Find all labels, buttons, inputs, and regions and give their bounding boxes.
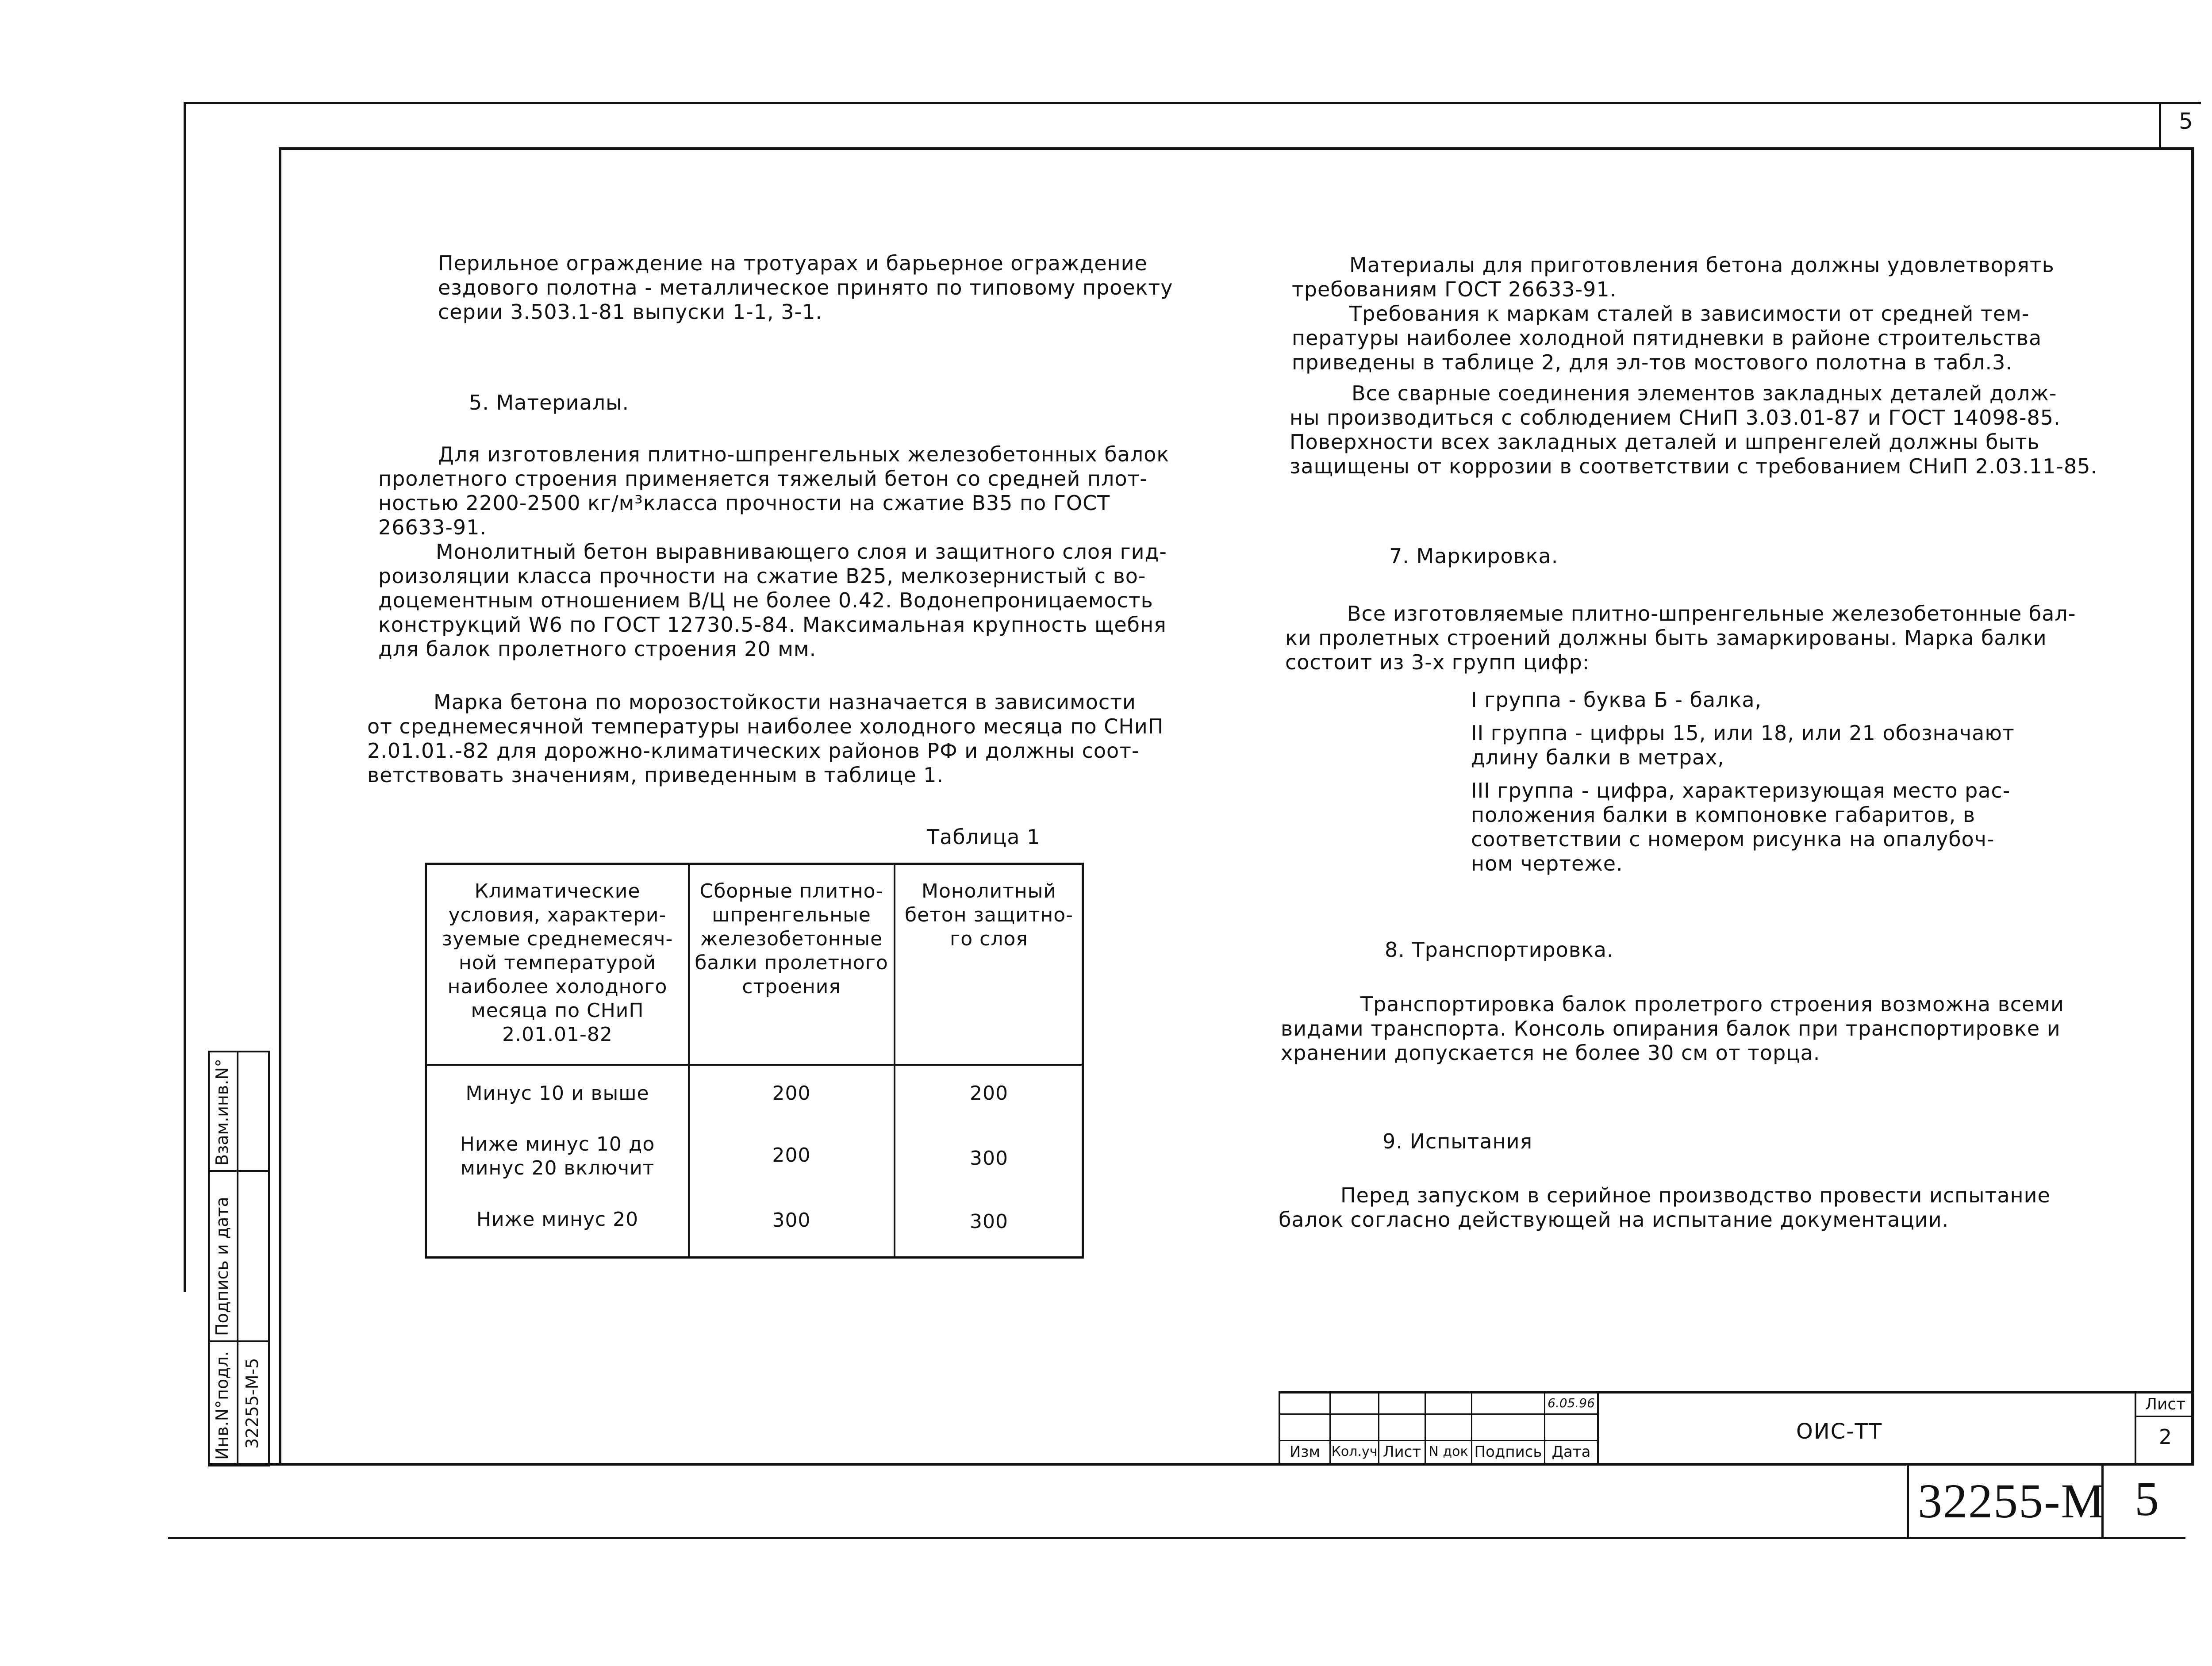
stamp-col-ndok: N док (1429, 1444, 1468, 1459)
table-1-row-3-precast: 300 (772, 1209, 811, 1232)
table-1-header-conditions: Климатические условия, характери- зуемые среднемесяч- ной температурой наиболее холодного месяца по СНиП 2.01.01-82 (442, 880, 673, 1046)
section-5-paragraph-3: Марка бетона по морозостойкости назначается в зависимости от среднемесячной температуры наиболее холодного месяца по СНиП 2.01.01.-82 для дорожно-климатических районов РФ и должны соот- ветствовать значениям, приведенным в таблице 1. (367, 690, 1164, 787)
stamp-col-list: Лист (1382, 1443, 1421, 1461)
table-1-row-1-precast: 200 (772, 1082, 811, 1105)
inv-number-label: Инв.N°подл. (212, 1351, 232, 1460)
stamp-sheet-row (2135, 1416, 2194, 1417)
left-strip-row-divider-2 (208, 1340, 270, 1342)
right-paragraph-2: Требования к маркам сталей в зависимости от средней тем- пературы наиболее холодной пятидневки в районе строительства приведены в таблице 2, для эл-тов мостового полотна в табл.3. (1292, 302, 2042, 374)
inner-frame-top (279, 147, 2194, 150)
outer-frame-left (184, 102, 186, 1292)
stamp-col-data: Дата (1551, 1443, 1591, 1461)
stamp-col-podpis: Подпись (1474, 1443, 1542, 1461)
inner-frame-right (2191, 147, 2194, 1466)
table-1-header-monolithic: Монолитный бетон защитно- го слоя (904, 880, 1074, 950)
section-7-title: 7. Маркировка. (1389, 544, 1559, 568)
intro-paragraph: Перильное ограждение на тротуарах и барьерное ограждение ездового полотна - металлическое принято по типовому проекту серии 3.503.1-81 выпуски 1-1, 3-1. (438, 251, 1173, 324)
table-1-header-precast: Сборные плитно- шпренгельные железобетонные балки пролетного строения (695, 880, 888, 998)
mark-group-3: III группа - цифра, характеризующая место рас- положения балки в компоновке габаритов, в соответствии с номером рисунка на опалубоч- ном чертеже. (1471, 779, 2011, 875)
stamp-date-value: 6.05.96 (1548, 1396, 1595, 1410)
footer-page-number: 5 (2135, 1472, 2159, 1526)
page-number: 5 (2179, 108, 2193, 134)
right-paragraph-3: Все сварные соединения элементов закладных деталей долж- ны производиться с соблюдением СНиП 3.03.01-87 и ГОСТ 14098-85. Поверхности всех закладных деталей и шпренгелей должны быть защищены от коррозии в соответствии с требованием СНиП 2.03.11-85. (1290, 381, 2098, 478)
stamp-title: ОИС-ТТ (1796, 1419, 1883, 1444)
stamp-col-izm: Изм (1289, 1443, 1321, 1461)
inner-frame-bottom (208, 1463, 2194, 1466)
mark-group-1: I группа - буква Б - балка, (1471, 688, 1762, 712)
footer-code-left (1907, 1466, 1909, 1539)
section-8-title: 8. Транспортировка. (1385, 938, 1614, 962)
section-8-paragraph: Транспортировка балок пролетрого строения возможна всеми видами транспорта. Консоль опирания балок при транспортировке и хранении допускается не более 30 см от торца. (1281, 992, 2064, 1065)
right-paragraph-1: Материалы для приготовления бетона должны удовлетворять требованиям ГОСТ 26633-91. (1292, 253, 2055, 301)
table-1-row-3-condition: Ниже минус 20 (476, 1208, 639, 1231)
outer-frame-top (184, 102, 2201, 104)
section-5-paragraph-2: Монолитный бетон выравнивающего слоя и защитного слоя гид- роизоляции класса прочности на сжатие В25, мелкозернистый с во- доцементным отношением В/Ц не более 0.42. Водонепроницаемость конструкций W6 по ГОСТ 12730.5-84. Максимальная крупность щебня для балок пролетного строения 20 мм. (378, 540, 1167, 661)
mark-group-2: II группа - цифры 15, или 18, или 21 обозначают длину балки в метрах, (1471, 721, 2015, 769)
table-1-caption: Таблица 1 (927, 825, 1041, 849)
section-5-title: 5. Материалы. (469, 391, 630, 415)
left-strip-row-divider-1 (208, 1170, 270, 1172)
table-1-row-2-precast: 200 (772, 1144, 811, 1167)
stamp-top (1279, 1391, 2194, 1393)
stamp-sheet-label: Лист (2145, 1395, 2186, 1413)
left-strip-col-divider (237, 1051, 238, 1466)
table-1-row-2-monolithic: 300 (970, 1147, 1008, 1170)
section-9-title: 9. Испытания (1382, 1129, 1533, 1153)
stamp-row-2 (1279, 1440, 1597, 1441)
inv-number-value: 32255-М-5 (242, 1358, 262, 1449)
stamp-col-6 (1597, 1391, 1599, 1464)
signature-date-label: Подпись и дата (212, 1197, 232, 1336)
table-1-row-1-monolithic: 200 (970, 1082, 1008, 1105)
section-9-paragraph: Перед запуском в серийное производство провести испытание балок согласно действующей на испытание документации. (1279, 1183, 2051, 1232)
stamp-row-1 (1279, 1413, 1597, 1415)
footer-document-code: 32255-М (1918, 1474, 2105, 1528)
section-7-paragraph: Все изготовляемые плитно-шпренгельные железобетонные бал- ки пролетных строений должны быть замаркированы. Марка балки состоит из 3-х групп цифр: (1285, 602, 2076, 674)
table-1-row-2-condition: Ниже минус 10 до минус 20 включит (460, 1133, 655, 1179)
section-5-paragraph-1: Для изготовления плитно-шпренгельных железобетонных балок пролетного строения применяется тяжелый бетон со средней плот- ностью 2200-2500 кг/м³класса прочности на сжатие В35 по ГОСТ 26633-91. (378, 442, 1170, 539)
outer-frame-bottom (168, 1537, 2185, 1539)
stamp-col-koluch: Кол.уч (1331, 1444, 1378, 1459)
inner-frame-left (279, 147, 281, 1466)
table-1-row-1-condition: Минус 10 и выше (465, 1082, 649, 1105)
page-number-box-left (2159, 102, 2161, 150)
replaced-inv-label: Взам.инв.N° (212, 1059, 232, 1166)
stamp-sheet-value: 2 (2158, 1425, 2172, 1449)
table-1-row-3-monolithic: 300 (970, 1210, 1008, 1233)
table-1-header-divider (425, 1064, 1084, 1066)
